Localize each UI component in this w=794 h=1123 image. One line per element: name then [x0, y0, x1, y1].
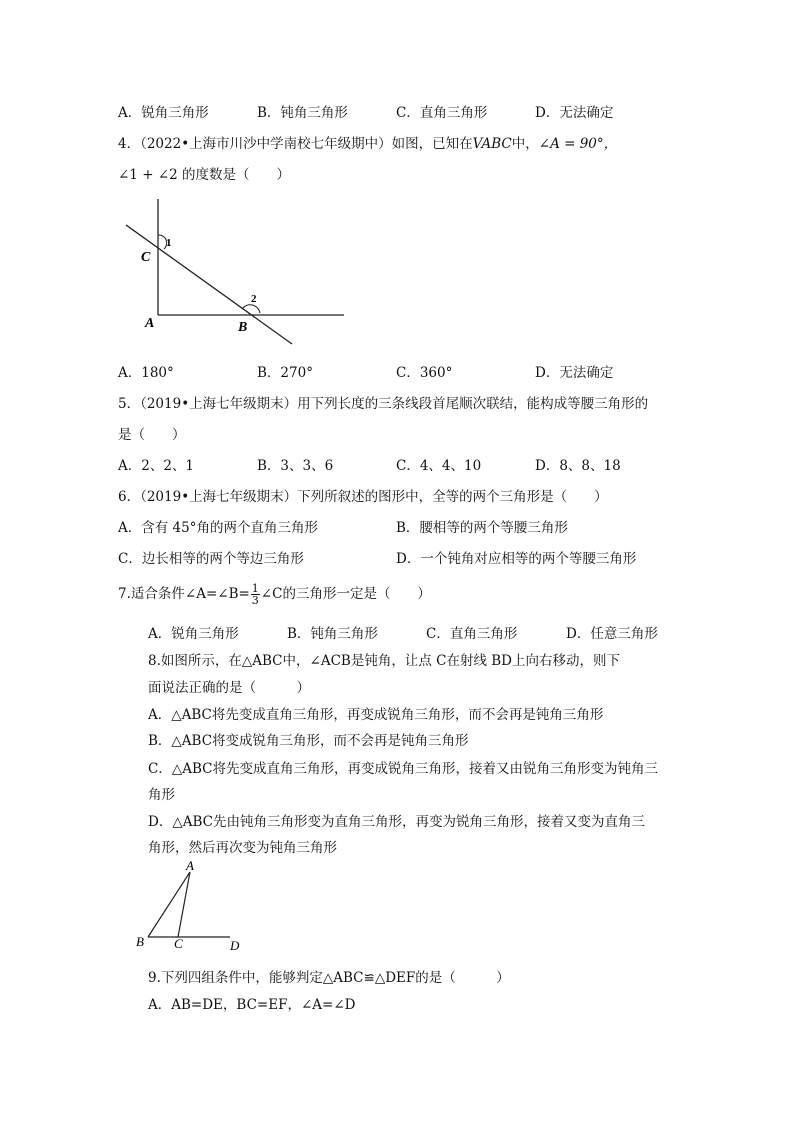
q5-stem-line2: 是（ ） — [118, 427, 186, 443]
q8-label-d: D — [230, 938, 240, 953]
q8-label-b: B — [136, 934, 144, 949]
q3-option-a: A．锐角三角形 — [118, 105, 209, 121]
q8-label-a: A — [186, 858, 194, 873]
q8-stem: 8.如图所示，在△ABC中，∠ACB是钝角，让点 C在射线 BD上向右移动，则下 — [148, 653, 620, 669]
q6-option-a: A．含有 45°角的两个直角三角形 — [118, 520, 318, 536]
q5-option-d: D．8、8、18 — [535, 458, 621, 474]
q7-option-d: D．任意三角形 — [566, 626, 658, 642]
q9-option-a: A．AB=DE，BC=EF，∠A=∠D — [148, 997, 356, 1013]
q7-option-a: A．锐角三角形 — [148, 626, 239, 642]
q7-stem-suffix: ∠C的三角形一定是（ ） — [260, 586, 431, 602]
q7-fraction-denominator: 3 — [251, 594, 259, 607]
q7-fraction-numerator: 1 — [251, 582, 259, 595]
q3-option-d: D．无法确定 — [535, 105, 614, 121]
q4-option-c: C．360° — [396, 365, 453, 381]
q5-option-c: C．4、4、10 — [396, 458, 482, 474]
q6-option-d: D．一个钝角对应相等的两个等腰三角形 — [396, 551, 637, 567]
q4-stem-line2: ∠1 + ∠2 的度数是（ ） — [118, 167, 290, 183]
q7-stem — [118, 583, 431, 606]
q6-option-b: B．腰相等的两个等腰三角形 — [396, 520, 568, 536]
q3-option-b: B．钝角三角形 — [257, 105, 348, 121]
q8-stem-line2: 面说法正确的是（ ） — [148, 680, 310, 696]
q4-triangle: VABC — [472, 136, 512, 152]
q7-option-b: B．钝角三角形 — [287, 626, 378, 642]
q4-label-b: B — [238, 320, 248, 335]
q8-figure — [132, 858, 252, 958]
q8-option-d: D．△ABC先由钝角三角形变为直角三角形，再变为锐角三角形，接着又变为直角三 — [148, 814, 645, 830]
q4-label-two: 2 — [251, 293, 257, 305]
q8-option-a: A．△ABC将先变成直角三角形，再变成锐角三角形，而不会再是钝角三角形 — [148, 707, 604, 723]
q4-label-a: A — [145, 316, 155, 331]
q5-stem: 5．（2019•上海七年级期末）用下列长度的三条线段首尾顺次联结，能构成等腰三角形的 — [118, 396, 649, 412]
q3-option-c: C．直角三角形 — [396, 105, 488, 121]
q6-option-c: C．边长相等的两个等边三角形 — [118, 551, 304, 567]
q4-option-b: B．270° — [257, 365, 313, 381]
q4-angle-arc-2 — [242, 305, 260, 313]
q4-label-c: C — [141, 250, 151, 265]
q8-option-c: C．△ABC将先变成直角三角形，再变成锐角三角形，接着又由锐角三角形变为钝角三 — [148, 761, 658, 777]
q9-stem: 9.下列四组条件中，能够判定△ABC≌△DEF的是（ ） — [148, 970, 510, 986]
q4-option-d: D．无法确定 — [535, 365, 614, 381]
q8-option-b: B．△ABC将变成锐角三角形，而不会再是钝角三角形 — [148, 733, 469, 749]
q5-option-a: A．2、2、1 — [118, 458, 195, 474]
q4-stem — [118, 134, 617, 154]
q4-option-a: A．180° — [118, 365, 174, 381]
q7-option-c: C．直角三角形 — [426, 626, 518, 642]
q8-option-d-line2: 角形，然后再次变为钝角三角形 — [148, 840, 337, 856]
q6-stem: 6．（2019•上海七年级期末）下列所叙述的图形中，全等的两个三角形是（ ） — [118, 489, 608, 505]
q8-option-c-line2: 角形 — [148, 787, 175, 803]
q4-stem-prefix: 4．（2022•上海市川沙中学南校七年级期中）如图，已知在 — [118, 136, 473, 152]
q7-stem-prefix: 7.适合条件∠A=∠B= — [118, 586, 250, 602]
q4-stem-mid: 中， — [511, 136, 539, 152]
q8-label-c: C — [174, 936, 183, 951]
q4-label-one: 1 — [166, 237, 172, 249]
q4-figure — [120, 195, 360, 355]
q5-option-b: B．3、3、6 — [257, 458, 334, 474]
q7-fraction — [251, 583, 260, 606]
q4-angle-condition: ∠A = 90°， — [538, 136, 618, 152]
